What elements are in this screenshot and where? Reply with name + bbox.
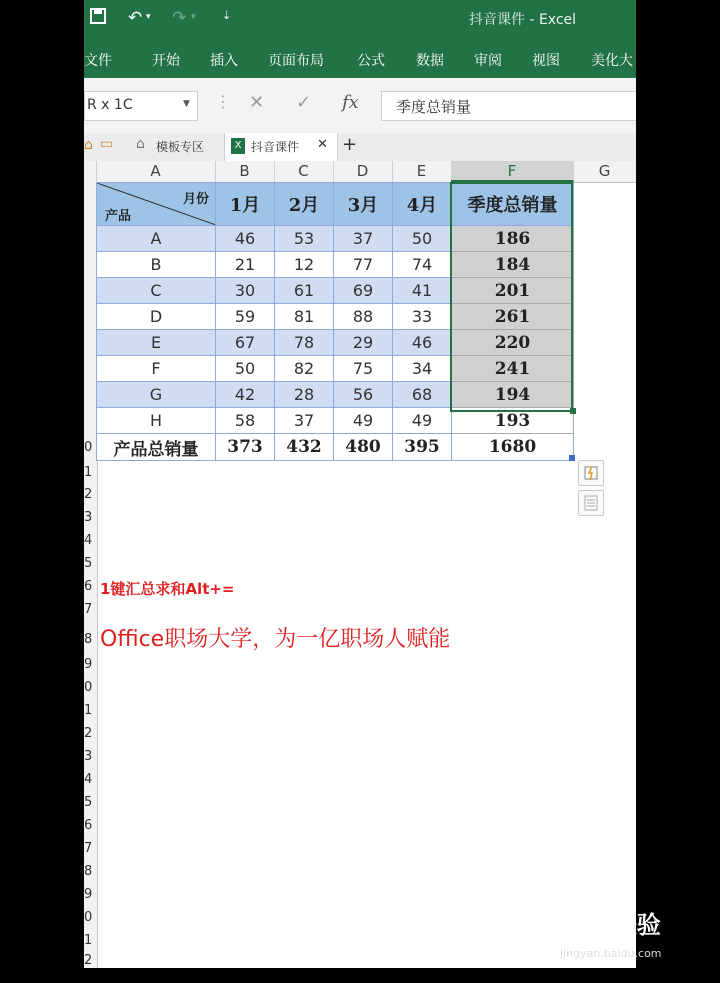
tab-page-layout[interactable]: 页面布局 [268, 53, 324, 69]
value-cell[interactable]: 68 [393, 382, 452, 408]
row-number[interactable]: 0 [84, 680, 93, 695]
row-number[interactable]: 4 [84, 772, 93, 787]
tab-review[interactable]: 审阅 [474, 53, 502, 69]
column-header-a[interactable]: A [96, 161, 216, 182]
tab-beautify[interactable]: 美化大 [591, 53, 633, 69]
sum-cell[interactable]: 373 [216, 434, 275, 461]
close-icon[interactable]: ✕ [317, 137, 328, 152]
row-number[interactable]: 2 [84, 487, 93, 502]
row-number[interactable]: 6 [84, 579, 93, 594]
total-cell[interactable]: 201 [452, 278, 574, 304]
row-number[interactable]: 8 [84, 864, 93, 879]
column-header-g[interactable]: G [573, 161, 636, 182]
formula-content: 季度总销量 [396, 98, 472, 116]
value-cell[interactable]: 81 [275, 304, 334, 330]
name-box-value: R x 1C [87, 97, 133, 113]
home-icon[interactable]: ⌂ [84, 137, 93, 153]
value-cell[interactable]: 49 [393, 408, 452, 434]
product-cell[interactable]: F [97, 356, 216, 382]
save-icon[interactable] [90, 8, 106, 29]
sum-cell[interactable]: 432 [275, 434, 334, 461]
chevron-down-icon[interactable]: ▼ [183, 99, 190, 109]
value-cell[interactable]: 46 [393, 330, 452, 356]
row-number[interactable]: 0 [84, 910, 93, 925]
product-cell[interactable]: A [97, 226, 216, 252]
tab-home[interactable]: 开始 [152, 53, 180, 69]
value-cell[interactable]: 78 [275, 330, 334, 356]
fill-handle-secondary[interactable] [569, 455, 575, 461]
row-number[interactable]: 1 [84, 703, 93, 718]
month-header[interactable]: 3月 [334, 183, 393, 226]
total-cell[interactable]: 261 [452, 304, 574, 330]
total-cell[interactable]: 194 [452, 382, 574, 408]
tab-templates[interactable]: 模板专区 [156, 140, 205, 154]
quick-analysis-icon [579, 491, 603, 515]
enter-icon[interactable]: ✓ [296, 92, 312, 113]
workbook-tab-bar [84, 133, 636, 162]
value-cell[interactable]: 69 [334, 278, 393, 304]
formula-input[interactable] [381, 91, 636, 121]
value-cell[interactable]: 77 [334, 252, 393, 278]
row-number[interactable]: 1 [84, 465, 93, 480]
ribbon-tabs [84, 38, 636, 78]
value-cell[interactable]: 75 [334, 356, 393, 382]
value-cell[interactable]: 82 [275, 356, 334, 382]
watermark-url: jingyan.baidu.com [560, 947, 662, 960]
value-cell[interactable]: 50 [216, 356, 275, 382]
row-number[interactable]: 8 [84, 632, 93, 647]
baidu-watermark [555, 905, 661, 940]
slogan-text: Office职场大学，为一亿职场人赋能 [100, 627, 451, 652]
quick-fill-button[interactable] [578, 460, 604, 486]
tab-data[interactable]: 数据 [416, 53, 444, 69]
row-number[interactable]: 2 [84, 953, 93, 968]
value-cell[interactable]: 33 [393, 304, 452, 330]
value-cell[interactable]: 37 [275, 408, 334, 434]
row-number[interactable]: 5 [84, 795, 93, 810]
tab-file[interactable]: 文件 [84, 53, 112, 69]
product-cell[interactable]: C [97, 278, 216, 304]
sum-row [97, 434, 574, 461]
column-header-b[interactable]: B [215, 161, 275, 182]
product-cell[interactable]: H [97, 408, 216, 434]
row-number[interactable]: 7 [84, 602, 93, 617]
value-cell[interactable]: 28 [275, 382, 334, 408]
row-number[interactable]: 0 [84, 440, 93, 455]
undo-dropdown-icon[interactable]: ▾ [146, 12, 151, 22]
row-number[interactable]: 7 [84, 841, 93, 856]
grand-total-cell[interactable]: 1680 [452, 434, 574, 461]
value-cell[interactable]: 49 [334, 408, 393, 434]
tab-formulas[interactable]: 公式 [357, 53, 385, 69]
total-cell[interactable]: 241 [452, 356, 574, 382]
title-bar [84, 0, 636, 38]
corner-product-label: 产品 [105, 209, 132, 224]
total-cell[interactable]: 184 [452, 252, 574, 278]
value-cell[interactable]: 58 [216, 408, 275, 434]
product-cell[interactable]: G [97, 382, 216, 408]
window-title: 抖音课件 - Excel [469, 12, 577, 28]
row-number[interactable]: 5 [84, 556, 93, 571]
column-headers [84, 161, 636, 183]
redo-dropdown-icon[interactable]: ▾ [191, 12, 196, 22]
column-header-d[interactable]: D [333, 161, 393, 182]
value-cell[interactable]: 12 [275, 252, 334, 278]
flash-fill-icon [579, 461, 603, 485]
fill-handle[interactable] [570, 408, 576, 414]
value-cell[interactable]: 56 [334, 382, 393, 408]
value-cell[interactable]: 41 [393, 278, 452, 304]
total-header[interactable]: 季度总销量 [452, 183, 574, 226]
selection-range [450, 182, 573, 412]
value-cell[interactable]: 53 [275, 226, 334, 252]
product-cell[interactable]: E [97, 330, 216, 356]
excel-window [84, 0, 636, 968]
tab-view[interactable]: 视图 [532, 53, 560, 69]
excel-file-icon: X [231, 138, 245, 154]
row-number[interactable]: 6 [84, 818, 93, 833]
cancel-icon[interactable]: ✕ [249, 92, 265, 113]
column-header-e[interactable]: E [392, 161, 452, 182]
row-number[interactable]: 9 [84, 657, 93, 672]
tab-insert[interactable]: 插入 [210, 53, 238, 69]
corner-month-label: 月份 [182, 192, 209, 207]
value-cell[interactable]: 50 [393, 226, 452, 252]
sum-label[interactable]: 产品总销量 [97, 434, 216, 461]
row-number[interactable]: 1 [84, 933, 93, 948]
month-header[interactable]: 2月 [275, 183, 334, 226]
value-cell[interactable]: 46 [216, 226, 275, 252]
watermark-brand: Bai [555, 911, 598, 939]
total-cell[interactable]: 220 [452, 330, 574, 356]
value-cell[interactable]: 34 [393, 356, 452, 382]
undo-icon[interactable]: ↶ [128, 8, 143, 28]
add-tab-button[interactable]: + [342, 134, 358, 155]
column-header-c[interactable]: C [274, 161, 334, 182]
template-icon: ⌂ [136, 136, 145, 152]
shortcut-note: 1键汇总求和Alt+= [100, 580, 235, 598]
corner-cell[interactable] [97, 183, 216, 226]
value-cell[interactable]: 67 [216, 330, 275, 356]
row-number[interactable]: 9 [84, 887, 93, 902]
product-cell[interactable]: D [97, 304, 216, 330]
month-header[interactable]: 1月 [216, 183, 275, 226]
formula-bar [84, 78, 636, 134]
sum-cell[interactable]: 480 [334, 434, 393, 461]
value-cell[interactable]: 37 [334, 226, 393, 252]
watermark-brand-2: 经验 [612, 911, 661, 939]
value-cell[interactable]: 42 [216, 382, 275, 408]
row-number[interactable]: 3 [84, 749, 93, 764]
total-cell[interactable]: 186 [452, 226, 574, 252]
folder-icon[interactable]: ▭ [100, 136, 114, 152]
name-box[interactable] [84, 91, 198, 121]
product-cell[interactable]: B [97, 252, 216, 278]
tab-active-label: 抖音课件 [251, 140, 300, 154]
value-cell[interactable]: 30 [216, 278, 275, 304]
paw-icon: ✿ [597, 917, 613, 938]
row-number[interactable]: 4 [84, 533, 93, 548]
value-cell[interactable]: 61 [275, 278, 334, 304]
insert-function-icon[interactable]: fx [342, 92, 359, 113]
quick-analysis-button[interactable] [578, 490, 604, 516]
customize-icon[interactable]: ⇣ [222, 9, 232, 22]
value-cell[interactable]: 74 [393, 252, 452, 278]
row-number[interactable]: 3 [84, 510, 93, 525]
more-icon: ⋮ [215, 92, 231, 111]
value-cell[interactable]: 21 [216, 252, 275, 278]
column-header-f[interactable]: F [451, 161, 574, 182]
value-cell[interactable]: 29 [334, 330, 393, 356]
redo-icon[interactable]: ↷ [172, 8, 187, 28]
value-cell[interactable]: 88 [334, 304, 393, 330]
row-number[interactable]: 2 [84, 726, 93, 741]
total-cell[interactable]: 193 [452, 408, 574, 434]
sum-cell[interactable]: 395 [393, 434, 452, 461]
tab-active-workbook[interactable] [224, 133, 338, 161]
value-cell[interactable]: 59 [216, 304, 275, 330]
month-header[interactable]: 4月 [393, 183, 452, 226]
